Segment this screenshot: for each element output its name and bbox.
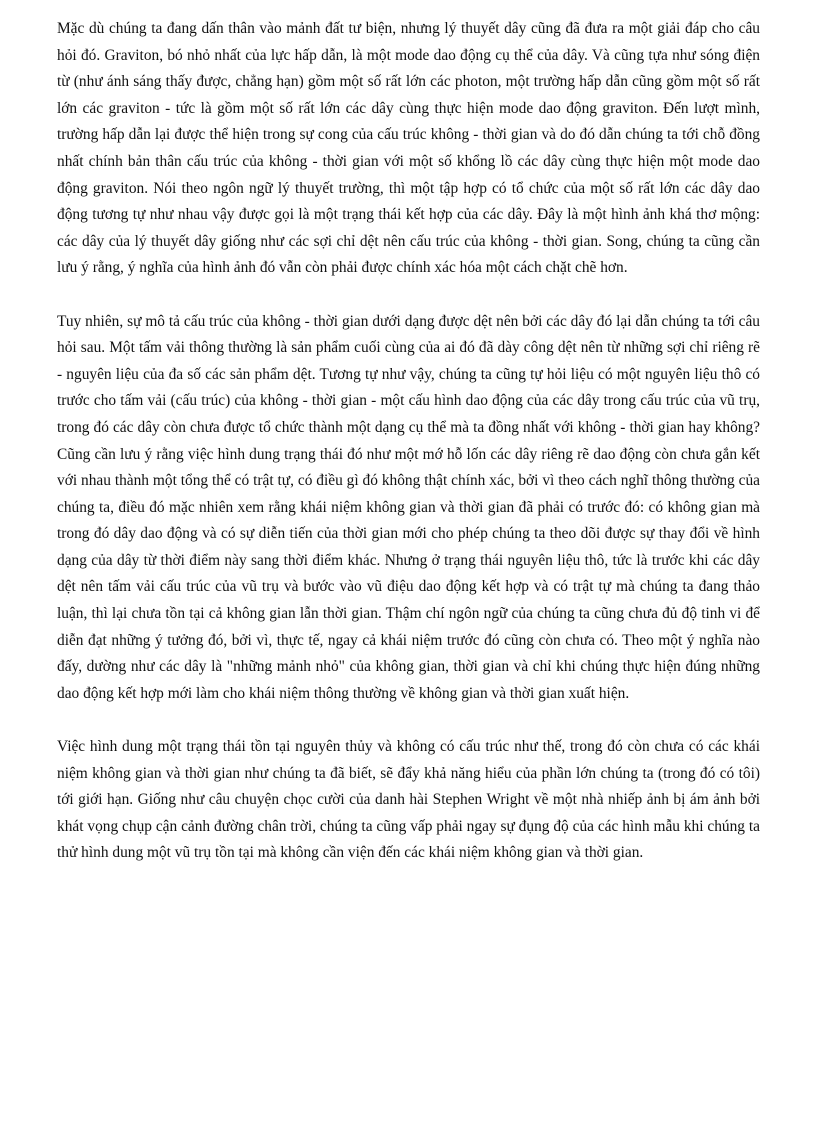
paragraph-1: Mặc dù chúng ta đang dấn thân vào mảnh đất tư biện, nhưng lý thuyết dây cũng đã đưa ra một giải đáp cho câu hỏi đó. Graviton, bó nhỏ nhất của lực hấp dẫn, là một mode dao động cụ thể của dây. Và cũng tựa như sóng điện từ (như ánh sáng thấy được, chẳng hạn) gồm một số rất lớn các photon, một trường hấp dẫn cũng gồm một số rất lớn các graviton - tức là gồm một số rất lớn các dây cùng thực hiện mode dao động graviton. Đến lượt mình, trường hấp dẫn lại được thể hiện trong sự cong của cấu trúc không - thời gian và do đó dẫn chúng ta tới chỗ đồng nhất chính bản thân cấu trúc của không - thời gian với một số khổng lồ các dây cùng thực hiện một mode dao động graviton. Nói theo ngôn ngữ lý thuyết trường, thì một tập hợp có tổ chức của một số rất lớn các dây dao động tương tự như nhau vậy được gọi là một trạng thái kết hợp của các dây. Đây là một hình ảnh khá thơ mộng: các dây của lý thuyết dây giống như các sợi chỉ dệt nên cấu trúc của không - thời gian. Song, chúng ta cũng cần lưu ý rằng, ý nghĩa của hình ảnh đó vẫn còn phải được chính xác hóa một cách chặt chẽ hơn. [57, 20, 760, 277]
document-page [57, 16, 760, 867]
paragraph-2: Tuy nhiên, sự mô tả cấu trúc của không - thời gian dưới dạng được dệt nên bởi các dây đó lại dẫn chúng ta tới câu hỏi sau. Một tấm vải thông thường là sản phẩm cuối cùng của ai đó đã dày công dệt nên từ những sợi chỉ riêng rẽ - nguyên liệu của đa số các sản phẩm dệt. Tương tự như vậy, chúng ta cũng tự hỏi liệu có một nguyên liệu thô có trước cho tấm vải (cấu trúc) của không - thời gian - một cấu hình dao động của các dây trong cấu trúc của vũ trụ, trong đó các dây còn chưa được tổ chức thành một dạng cụ thể mà ta đồng nhất với không - thời gian hay không? Cũng cần lưu ý rằng việc hình dung trạng thái đó như một mớ hỗ lốn các dây riêng rẽ dao động còn chưa gắn kết với nhau thành một tổng thể có trật tự, có điều gì đó không thật chính xác, bởi vì theo cách nghĩ thông thường của chúng ta, điều đó mặc nhiên xem rằng khái niệm không gian và thời gian đã phải có trước đó: có không gian mà trong đó dây dao động và có sự diễn tiến của thời gian mới cho phép chúng ta theo dõi được sự thay đổi về hình dạng của dây từ thời điểm này sang thời điểm khác. Nhưng ở trạng thái nguyên liệu thô, tức là trước khi các dây dệt nên tấm vải cấu trúc của vũ trụ và bước vào vũ điệu dao động kết hợp và có trật tự mà chúng ta đang thảo luận, thì lại chưa tồn tại cả không gian lẫn thời gian. Thậm chí ngôn ngữ của chúng ta cũng chưa đủ độ tinh vi để diễn đạt những ý tưởng đó, bởi vì, thực tế, ngay cả khái niệm trước đó cũng còn chưa có. Theo một ý nghĩa nào đấy, dường như các dây là "những mảnh nhỏ" của không gian, thời gian và chỉ khi chúng thực hiện đúng những dao động kết hợp mới làm cho khái niệm thông thường về không gian và thời gian xuất hiện. [57, 312, 760, 702]
paragraph-3: Việc hình dung một trạng thái tồn tại nguyên thủy và không có cấu trúc như thế, trong đó còn chưa có các khái niệm không gian và thời gian như chúng ta đã biết, sẽ đẩy khả năng hiểu của phần lớn chúng ta (trong đó có tôi) tới giới hạn. Giống như câu chuyện chọc cười của danh hài Stephen Wright về một nhà nhiếp ảnh bị ám ảnh bởi khát vọng chụp cận cảnh đường chân trời, chúng ta cũng vấp phải ngay sự đụng độ của các hình mẫu khi chúng ta thử hình dung một vũ trụ tồn tại mà không cần viện đến các khái niệm không gian và thời gian. [57, 738, 760, 862]
